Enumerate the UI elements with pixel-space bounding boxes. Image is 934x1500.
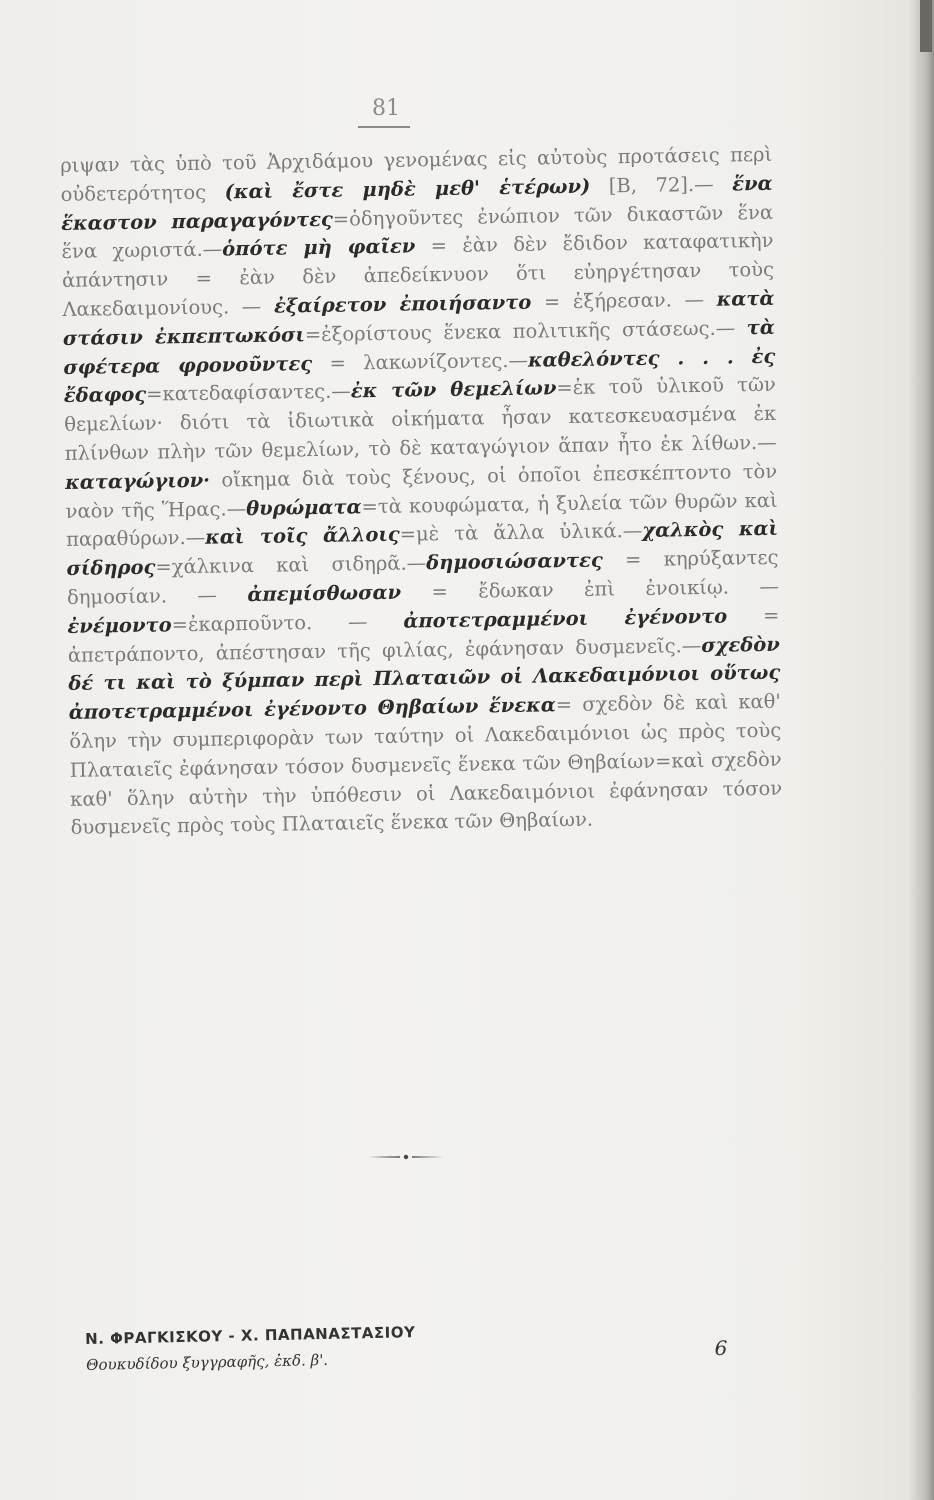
gloss-text: οἴκημα διὰ τοὺς ξένους, οἱ ὁποῖοι ἐπεσκέπτοντο τὸν ναὸν τῆς Ἥρας.— (65, 459, 778, 523)
binding-shadow (920, 0, 932, 52)
page-binding-edge (908, 0, 934, 1500)
glossed-term: ἕνα ἕκαστον παραγαγόντες (60, 171, 773, 235)
gloss-text: =μὲ τὰ ἄλλα ὑλικά.— (399, 519, 643, 547)
section-ornament (366, 1153, 446, 1161)
ornament-left-stroke (368, 1156, 400, 1158)
glossed-term: ἀπεμίσθωσαν (247, 580, 402, 607)
page-number-rule (358, 126, 410, 128)
glossed-term: ἐνέμοντο (67, 613, 172, 638)
glossed-term: ἐξαίρετον ἐποιήσαντο (273, 290, 532, 318)
gloss-text: = κηρύξαντες δημοσίαν. — (66, 545, 779, 609)
glossed-term: ὁπότε μὴ φαῖεν (222, 234, 416, 261)
gloss-text: = ἀπετράποντο, ἀπέστησαν τῆς φιλίας, ἐφάνησαν δυσμενεῖς.— (67, 603, 780, 667)
ornament-dot (404, 1155, 408, 1159)
gloss-text: =τὰ κουφώματα, ἡ ξυλεία τῶν θυρῶν καὶ παραθύρων.— (65, 488, 778, 552)
glossed-term: ἐκ τῶν θεμελίων (350, 376, 557, 403)
printer-signature-mark: 6 (714, 1336, 728, 1360)
gloss-text: =ἐκαρποῦντο. — (171, 609, 404, 637)
commentary-paragraph (60, 141, 783, 843)
glossed-term: τὰ σφέτερα φρονοῦντες (63, 315, 776, 379)
glossed-term: θυρώματα (245, 494, 362, 520)
gloss-text: = λακωνίζοντες.— (311, 348, 529, 375)
glossed-term: (καὶ ἔστε μηδὲ μεθ' ἑτέρων) (224, 174, 591, 204)
gloss-text: = ἐὰν δὲν ἔδιδον καταφατικὴν ἀπάντησιν = ἐὰν δὲν ἀπεδείκνυον ὅτι εὐηργέτησαν τοὺς Λακεδαιμονίους. — (61, 229, 775, 321)
commentary-text (60, 141, 783, 843)
glossed-term: καθελόντες . . . ἐς ἔδαφος (63, 344, 776, 408)
gloss-text: = ἔδωκαν ἐπὶ ἐνοικίῳ. — (400, 574, 780, 604)
footer-book-title: Θουκυδίδου ξυγγραφῆς, ἐκδ. β'. (86, 1350, 329, 1374)
page-number: 81 (372, 96, 400, 121)
gloss-text: =κατεδαφίσαντες.— (146, 379, 352, 407)
gloss-text: ριψαν τὰς ὑπὸ τοῦ Ἀρχιδάμου γενομένας εἰς αὐτοὺς προτάσεις περὶ οὐδετερότητος (60, 142, 773, 206)
gloss-text: =χάλκινα καὶ σιδηρᾶ.— (155, 551, 427, 579)
gloss-text: = σχεδὸν δὲ καὶ καθ' ὅλην τὴν συμπεριφορὰν των ταύτην οἱ Λακεδαιμόνιοι ὡς πρὸς τοὺς Πλαταιεῖς ἐφάνησαν τόσον δυσμενεῖς ἕνεκα τῶν Θηβαίων=καὶ σχεδὸν καθ' ὅλην αὐτὴν τὴν ὑπόθεσιν οἱ Λακεδαιμόνιοι ἐφάνησαν τόσον δυσμενεῖς πρὸς τοὺς Πλαταιεῖς ἕνεκα τῶν Θηβαίων. (69, 689, 783, 840)
glossed-term: κατὰ στάσιν ἐκπεπτωκόσι (62, 286, 775, 350)
glossed-term: χαλκὸς καὶ σίδηρος (66, 517, 779, 581)
gloss-text: =ἐξορίστους ἕνεκα πολιτικῆς στάσεως.— (304, 316, 747, 346)
glossed-term: καταγώγιον· (65, 468, 211, 494)
glossed-term: ἀποτετραμμένοι ἐγένοντο (403, 604, 728, 633)
glossed-term: δημοσιώσαντες (426, 548, 603, 575)
ornament-right-stroke (412, 1156, 444, 1158)
footer-authors: Ν. ΦΡΑΓΚΙΣΚΟΥ - Χ. ΠΑΠΑΝΑΣΤΑΣΙΟΥ (85, 1323, 416, 1348)
gloss-text: =ἐκ τοῦ ὑλικοῦ τῶν θεμελίων· διότι τὰ ἰδιωτικὰ οἰκήματα ἦσαν κατεσκευασμένα ἐκ πλίνθων πλὴν τῶν θεμελίων, τὸ δὲ καταγώγιον ἅπαν ἦτο ἐκ λίθων.— (64, 373, 777, 465)
gloss-text: =ὁδηγοῦντες ἐνώπιον τῶν δικαστῶν ἕνα ἕνα χωριστά.— (61, 200, 774, 264)
gloss-text: = ἐξήρεσαν. — (531, 287, 717, 314)
glossed-term: σχεδὸν δέ τι καὶ τὸ ξύμπαν περὶ Πλαταιῶν οἱ Λακεδαιμόνιοι οὕτως ἀποτετραμμένοι ἐγένοντο Θηβαίων ἕνεκα (68, 632, 781, 725)
gloss-text: [Β, 72].— (590, 172, 733, 198)
glossed-term: καὶ τοῖς ἄλλοις (205, 523, 400, 550)
